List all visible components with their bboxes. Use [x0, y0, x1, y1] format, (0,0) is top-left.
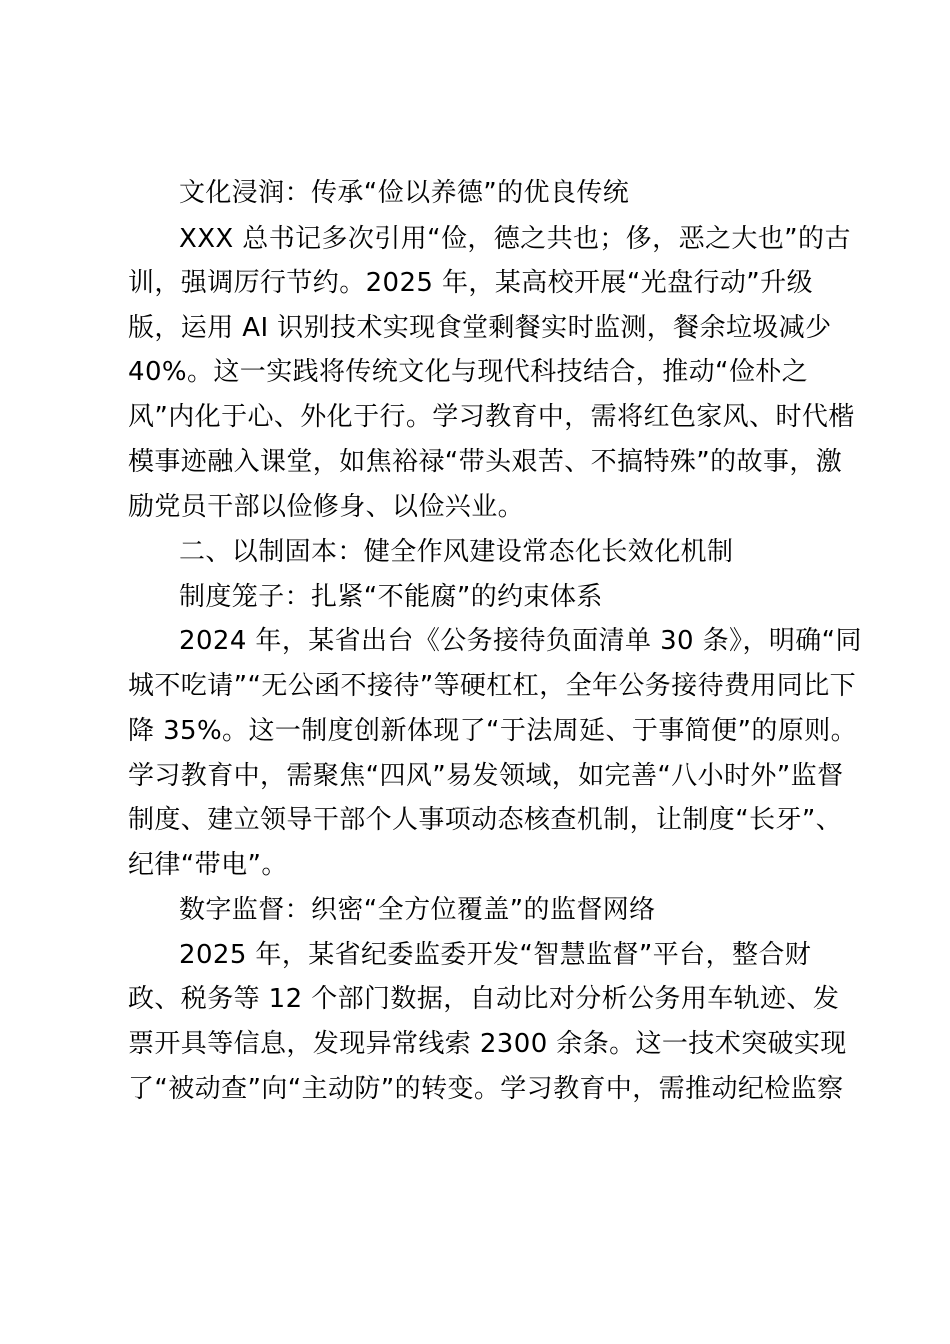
- paragraph-line: 2025 年，某省纪委监委开发“智慧监督”平台，整合财: [179, 940, 812, 970]
- paragraph-line: 训，强调厉行节约。2025 年，某高校开展“光盘行动”升级: [128, 268, 813, 298]
- paragraph-line: 制度、建立领导干部个人事项动态核查机制，让制度“长牙”、: [128, 805, 843, 835]
- section-heading-institution: 二、以制固本：健全作风建设常态化长效化机制: [179, 537, 734, 567]
- paragraph-line: 模事迹融入课堂，如焦裕禄“带头艰苦、不搞特殊”的故事，激: [128, 447, 843, 477]
- paragraph-line: 版，运用 AI 识别技术实现食堂剩餐实时监测，餐余垃圾减少: [128, 313, 832, 343]
- paragraph-line: 40%。这一实践将传统文化与现代科技结合，推动“俭朴之: [128, 357, 809, 387]
- subheading-system: 制度笼子：扎紧“不能腐”的约束体系: [179, 582, 603, 612]
- paragraph-line: 降 35%。这一制度创新体现了“于法周延、于事简便”的原则。: [128, 716, 857, 746]
- section-heading-culture: 文化浸润：传承“俭以养德”的优良传统: [179, 178, 630, 208]
- paragraph-line: XXX 总书记多次引用“俭，德之共也；侈，恶之大也”的古: [179, 224, 851, 254]
- paragraph-line: 励党员干部以俭修身、以俭兴业。: [128, 492, 525, 522]
- subheading-digital: 数字监督：织密“全方位覆盖”的监督网络: [179, 895, 656, 925]
- paragraph-line: 2024 年，某省出台《公务接待负面清单 30 条》，明确“同: [179, 626, 862, 656]
- paragraph-line: 风”内化于心、外化于行。学习教育中，需将红色家风、时代楷: [128, 402, 855, 432]
- paragraph-line: 票开具等信息，发现异常线索 2300 余条。这一技术突破实现: [128, 1029, 847, 1059]
- paragraph-line: 政、税务等 12 个部门数据，自动比对分析公务用车轨迹、发: [128, 984, 840, 1014]
- paragraph-line: 纪律“带电”。: [128, 850, 288, 880]
- paragraph-line: 了“被动查”向“主动防”的转变。学习教育中，需推动纪检监察: [128, 1074, 844, 1104]
- paragraph-line: 学习教育中，需聚焦“四风”易发领域，如完善“八小时外”监督: [128, 761, 844, 791]
- paragraph-line: 城不吃请”“无公函不接待”等硬杠杠，全年公务接待费用同比下: [128, 671, 857, 701]
